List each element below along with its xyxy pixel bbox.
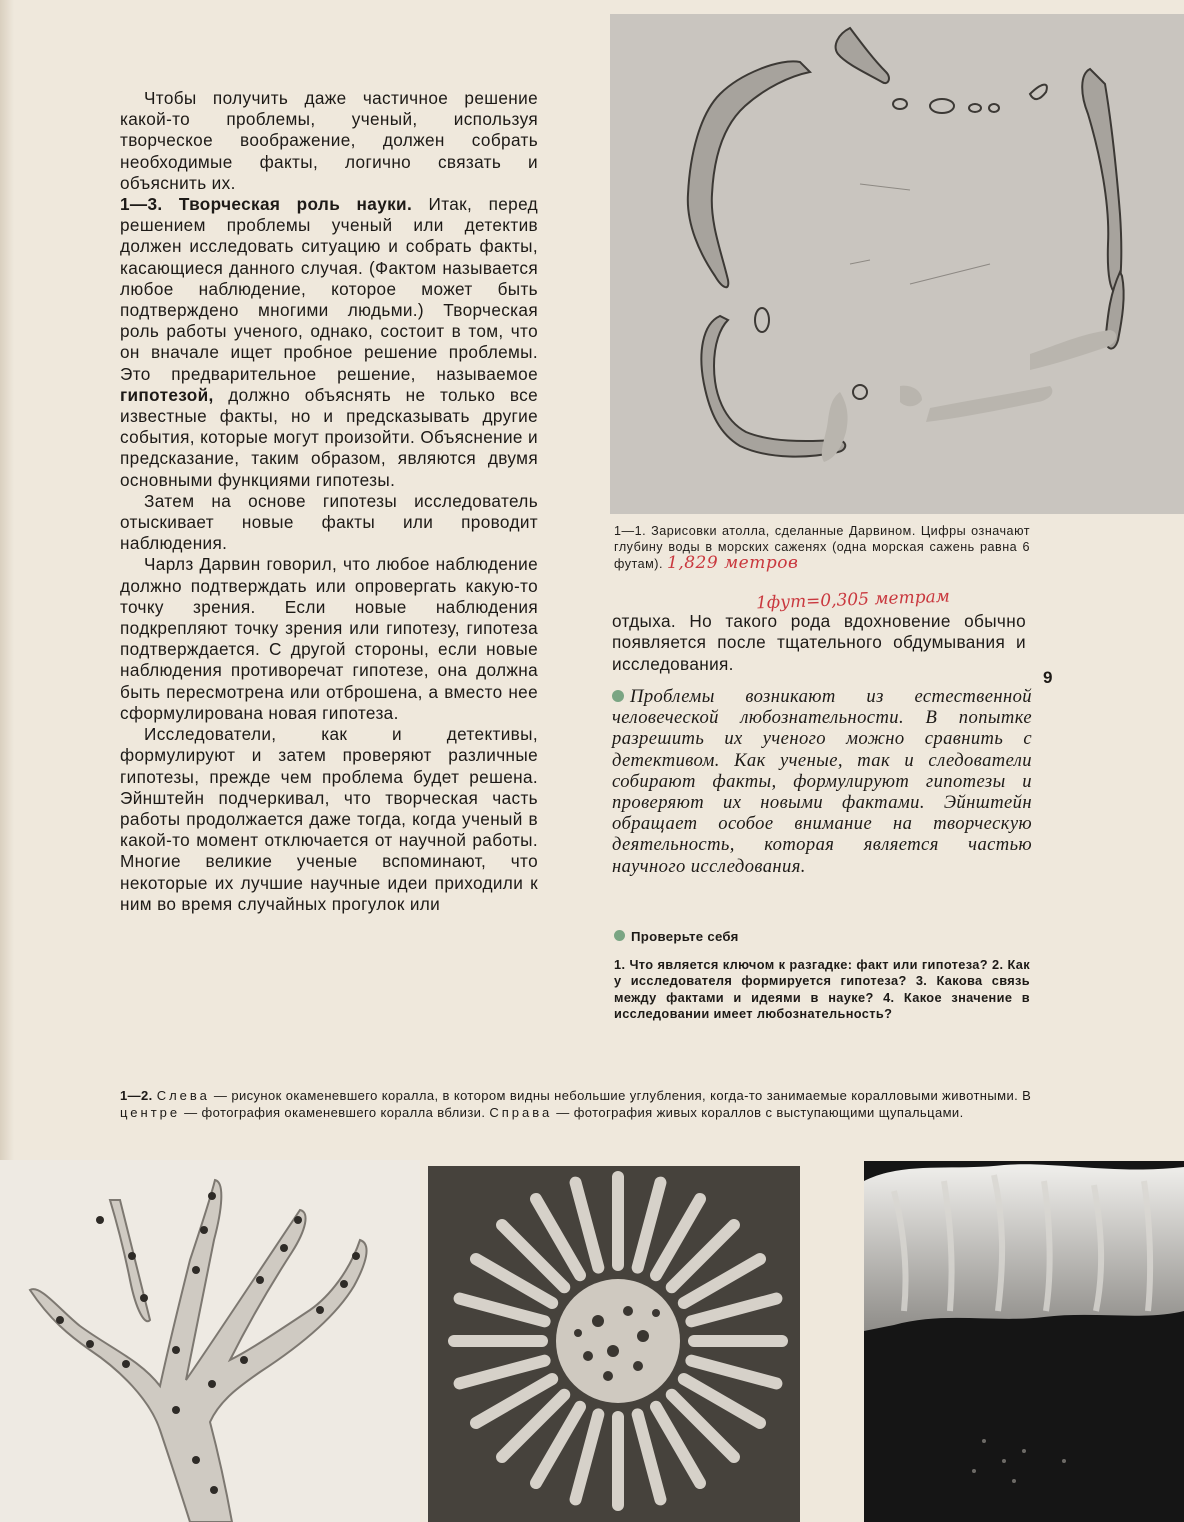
left-column — [120, 88, 538, 915]
paragraph-3: Затем на основе гипотезы исследователь отыскивает новые факты или проводит наблюдения. — [120, 490, 538, 554]
coral-caption — [120, 1087, 1040, 1121]
hypothesis-term: гипотезой, — [120, 384, 214, 405]
page-number: 9 — [1043, 668, 1053, 687]
check-yourself-heading — [614, 929, 739, 944]
summary-box — [612, 686, 1032, 877]
check-heading-text: Проверьте себя — [631, 929, 739, 944]
summary-bullet-icon — [612, 690, 624, 702]
section-heading: 1—3. Творческая роль науки. — [120, 194, 413, 215]
paragraph-2-part-2: должно объяснять не только все известные факты, но и предсказывать другие события, которые могут произойти. Объяснение и предсказание, таким образом, являются двумя основными функциями гипотезы. — [120, 384, 538, 490]
handwritten-note-foot: 1фут=0,305 метрам — [755, 586, 951, 614]
atoll-sketch-image — [610, 14, 1184, 514]
coral-caption-center-word: центре — [120, 1105, 181, 1120]
coral-caption-left-text: — рисунок окаменевшего коралла, в котором видны небольшие углубления, когда-то занимаемые коралловыми животными. В — [209, 1088, 1032, 1103]
fossil-coral-photo — [428, 1166, 800, 1522]
paragraph-2-part-1: Итак, перед решением проблемы ученый или детектив должен исследовать ситуацию и собрать факты, касающиеся данного случая. (Фактом называется любое наблюдение, которое может быть подтверждено многими людьми.) Творческая роль работы ученого, однако, состоит в том, что он вначале ищет пробное решение проблемы. Это предварительное решение, называемое — [120, 194, 538, 384]
summary-text: Проблемы возникают из естественной человеческой любознательности. В попытке разрешить их ученого можно сравнить с детективом. Как ученые, так и следователи собирают факты, формулируют гипотезы и проверяют их новыми фактами. Эйнштейн обращает особое внимание на творческую деятельность, которая является частью научного исследования. — [612, 686, 1032, 877]
coral-caption-center-text: — фотография окаменевшего коралла вблизи. — [180, 1105, 490, 1120]
check-bullet-icon — [614, 930, 625, 941]
paragraph-5: Исследователи, как и детективы, формулируют и затем проверяют различные гипотезы, прежде чем проблема будет решена. Эйнштейн подчеркивал, что творческая часть работы продолжается даже тогда, когда ученый в какой-то момент отключается от научной работы. Многие великие ученые вспоминают, что некоторые их лучшие научные идеи приходили к ним во время случайных прогулок или — [120, 724, 538, 914]
check-yourself-questions: 1. Что является ключом к разгадке: факт или гипотеза? 2. Как у исследователя формируется гипотеза? 3. Какова связь между фактами и идеями в науке? 4. Какое значение в исследовании имеет любознательность? — [614, 957, 1030, 1022]
atoll-sketch-figure — [610, 14, 1184, 514]
coral-caption-number: 1—2. — [120, 1088, 153, 1103]
paragraph-4: Чарлз Дарвин говорил, что любое наблюдение должно подтверждать или опровергать какую-то точку зрения. Если новые наблюдения подкрепляют точку зрения или гипотезу, гипотеза подтверждается. С другой стороны, если новые наблюдения противоречат гипотезе, она должна быть пересмотрена или отброшена, а вместо нее сформулирована новая гипотеза. — [120, 554, 538, 723]
handwritten-note-meters: 1,829 метров — [667, 553, 799, 573]
atoll-caption — [614, 523, 1030, 572]
atoll-caption-text: 1—1. Зарисовки атолла, сделанные Дарвином. Цифры означают глубину воды в морских саженях (одна морская сажень равна 6 футам). — [614, 524, 1030, 571]
coral-caption-left-word: Слева — [156, 1088, 210, 1103]
coral-caption-right-word: Справа — [489, 1105, 553, 1120]
paragraph-1: Чтобы получить даже частичное решение какой-то проблемы, ученый, используя творческое воображение, должен собрать необходимые факты, логично связать и объяснить их. — [120, 88, 538, 193]
coral-caption-right-text: — фотография живых кораллов с выступающими щупальцами. — [552, 1105, 964, 1120]
paragraph-2 — [120, 194, 538, 491]
continuation-paragraph: отдыха. Но такого рода вдохновение обычно появляется после тщательного обдумывания и исследования. — [612, 611, 1026, 674]
living-coral-photo — [864, 1161, 1184, 1522]
fossil-coral-drawing — [0, 1160, 420, 1522]
